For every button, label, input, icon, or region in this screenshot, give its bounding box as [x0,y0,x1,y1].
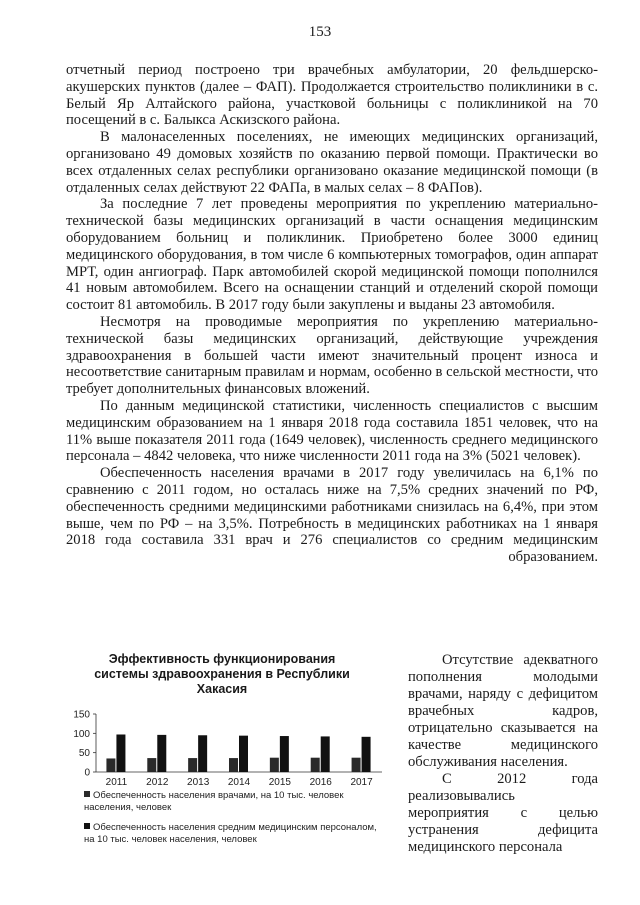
bar-doctors-2017 [352,758,361,772]
side-text [408,652,598,856]
legend-item-doctors [84,790,384,814]
chart-legend [84,790,384,854]
bar-doctors-2013 [188,758,197,772]
page-number: 153 [308,24,332,40]
x-tick-label: 2016 [309,777,332,788]
paragraph-3: За последние 7 лет проведены мероприятия по укреплению материально-технической базы медицинских организаций в части оснащения медицинским оборудованием больниц и поликлиник. Приобретено более 3000 единиц медицинского оборудования, в том числе 6 компьютерных томографов, один аппарат МРТ, один ангиограф. Парк автомобилей скорой медицинской помощи пополнился 41 новым автомобилем. Всего на оснащении станций и отделений скорой помощи состоит 81 автомобиль. В 2017 году были закуплены и выданы 23 автомобиля. [66,196,598,314]
paragraph-1: отчетный период построено три врачебных амбулатории, 20 фельдшерско-акушерских пунктов (далее – ФАП). Продолжается строительство поликлиники в с. Белый Яр Алтайского района, участковой больницы с поликлиникой на 70 посещений в с. Балыкса Аскизского района. [66,62,598,129]
bar-nurses-2013 [198,735,207,772]
legend-item-nurses [84,822,384,846]
y-tick-label: 0 [84,767,90,779]
chart-figure [62,652,392,862]
x-tick-label: 2017 [350,777,373,788]
bar-nurses-2017 [362,737,371,772]
bar-doctors-2016 [311,758,320,772]
legend-swatch-nurses [84,823,90,829]
side-paragraph-1: Отсутствие адекватного пополнения молодыми врачами, наряду с дефицитом врачебных кадров, отрицательно сказывается на качестве медицинского обслуживания населения. [408,652,598,770]
bar-nurses-2014 [239,736,248,772]
paragraph-5: По данным медицинской статистики, численность специалистов с высшим медицинским образованием на 1 января 2018 года составила 1851 человек, что на 11% выше показателя 2011 года (1649 человек), численность среднего медицинского персонала – 4842 человека, что ниже численности 2011 года на 3% (5021 человек). [66,397,598,465]
bar-doctors-2014 [229,758,238,772]
bar-doctors-2011 [106,758,115,772]
body-text [66,62,598,566]
bar-doctors-2015 [270,758,279,772]
legend-swatch-doctors [84,791,90,797]
x-tick-label: 2013 [187,777,210,788]
y-tick-label: 100 [73,728,90,740]
y-tick-label: 50 [78,748,90,760]
x-tick-label: 2015 [268,777,291,788]
x-tick-label: 2012 [146,777,169,788]
x-tick-label: 2014 [227,777,251,788]
legend-label-nurses: Обеспеченность населения средним медицинским персоналом, на 10 тыс. человек населения, человек [84,822,377,845]
bar-chart [62,710,392,788]
bar-nurses-2012 [157,735,166,772]
y-tick-label: 150 [73,710,90,721]
paragraph-6: Обеспеченность населения врачами в 2017 году увеличилась на 6,1% по сравнению с 2011 годом, но осталась ниже на 7,5% средних значений по РФ, обеспеченность средними медицинскими работниками снизилась на 6,4%, при этом выше, чем по РФ – на 3,5%. Потребность в медицинских работниках на 1 января 2018 года составила 331 врач и 276 специалистов со средним медицинским образованием. [66,465,598,566]
paragraph-2: В малонаселенных поселениях, не имеющих медицинских организаций, организовано 49 домовых хозяйств по оказанию первой помощи. Практически во всех отдаленных селах республики организовано оказание медицинской помощи (в отдаленных селах действуют 22 ФАПа, в малых селах – 8 ФАПов). [66,129,598,196]
x-tick-label: 2011 [105,777,128,788]
bar-nurses-2015 [280,736,289,772]
side-paragraph-2: С 2012 года реализовывались мероприятия с целью устранения дефицита медицинского персонала [408,771,598,855]
bar-nurses-2011 [116,734,125,772]
legend-label-doctors: Обеспеченность населения врачами, на 10 тыс. человек населения, человек [84,790,344,813]
chart-title: Эффективность функционирования системы здравоохранения в Республики Хакасия [94,652,350,696]
bar-nurses-2016 [321,736,330,772]
bar-doctors-2012 [147,758,156,772]
paragraph-4: Несмотря на проводимые мероприятия по укреплению материально-технической базы медицинских организаций, действующие учреждения здравоохранения в большей части имеют значительный процент износа и несоответствие санитарным правилам и нормам, особенно в сельской местности, что требует дополнительных финансовых вложений. [66,313,598,398]
